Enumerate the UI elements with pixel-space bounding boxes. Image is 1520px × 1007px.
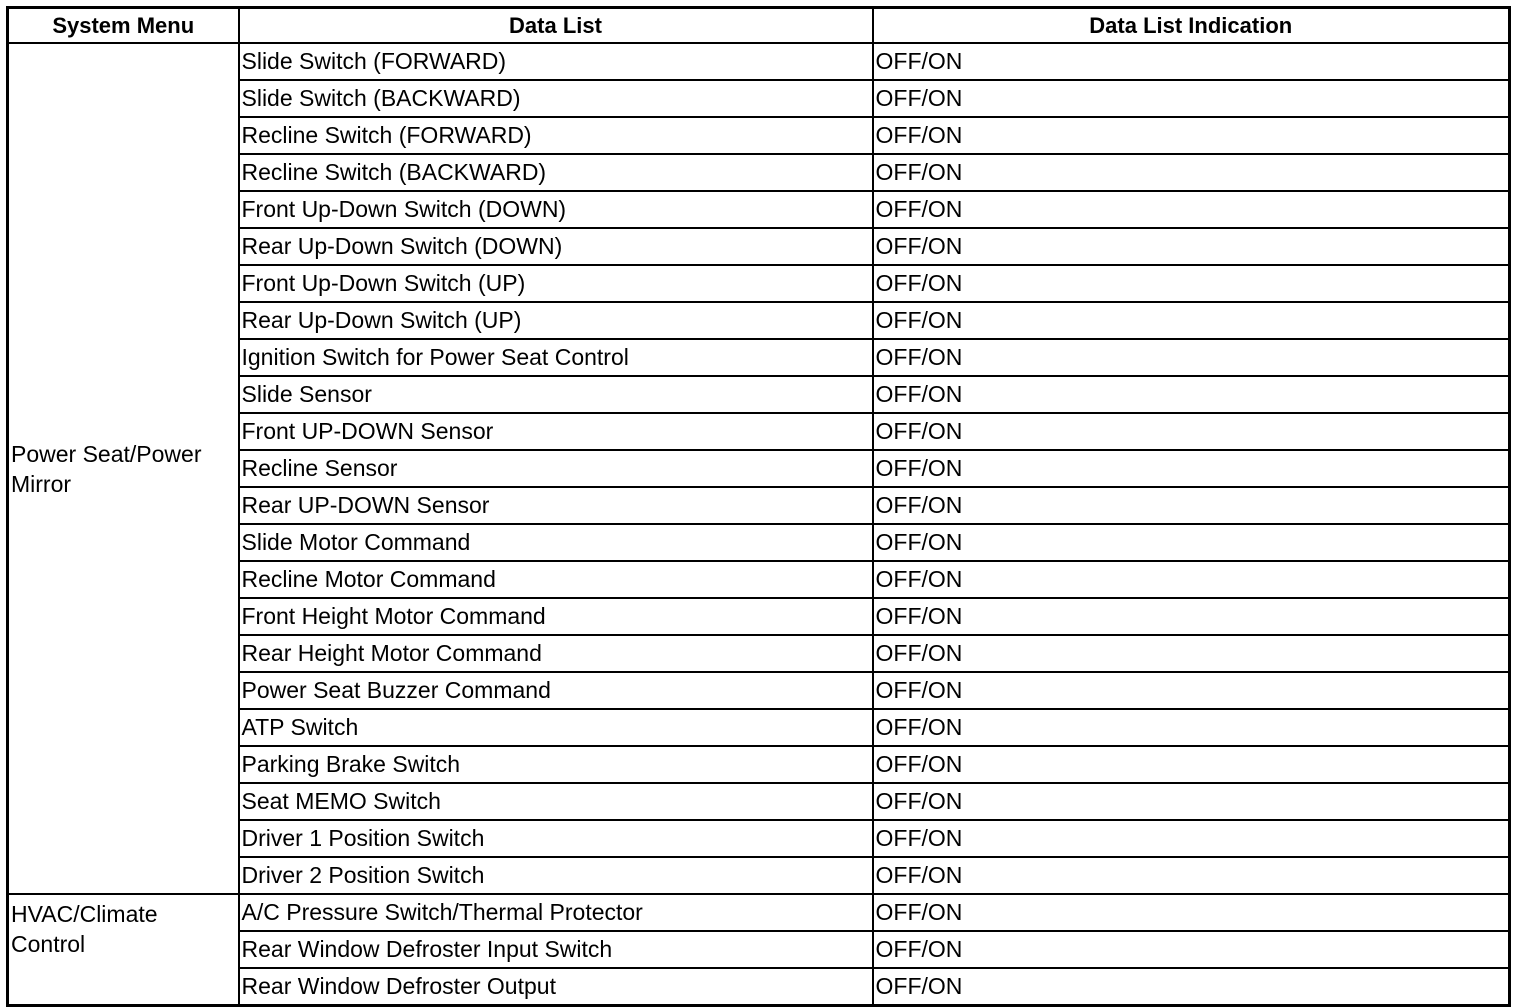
data-list-indication-cell: OFF/ON (873, 413, 1510, 450)
data-list-item-cell: Rear Window Defroster Input Switch (239, 931, 873, 968)
data-list-indication-cell: OFF/ON (873, 894, 1510, 931)
data-list-item-cell: Ignition Switch for Power Seat Control (239, 339, 873, 376)
data-list-item-cell: Parking Brake Switch (239, 746, 873, 783)
data-list-indication-cell: OFF/ON (873, 339, 1510, 376)
data-list-indication-cell: OFF/ON (873, 450, 1510, 487)
data-list-item-cell: Seat MEMO Switch (239, 783, 873, 820)
data-list-indication-cell: OFF/ON (873, 598, 1510, 635)
header-data-list-indication: Data List Indication (873, 8, 1510, 44)
data-list-item-cell: Rear Up-Down Switch (DOWN) (239, 228, 873, 265)
data-list-indication-cell: OFF/ON (873, 376, 1510, 413)
data-list-item-cell: Recline Motor Command (239, 561, 873, 598)
data-list-item-cell: Slide Switch (FORWARD) (239, 43, 873, 80)
data-list-table (6, 6, 1511, 1007)
table-body (8, 43, 1510, 1006)
data-list-item-cell: A/C Pressure Switch/Thermal Protector (239, 894, 873, 931)
data-list-indication-cell: OFF/ON (873, 709, 1510, 746)
data-list-item-cell: Front Up-Down Switch (DOWN) (239, 191, 873, 228)
data-list-item-cell: Front UP-DOWN Sensor (239, 413, 873, 450)
data-list-item-cell: Recline Sensor (239, 450, 873, 487)
data-list-indication-cell: OFF/ON (873, 672, 1510, 709)
system-menu-cell: Power Seat/Power Mirror (8, 43, 239, 894)
data-list-indication-cell: OFF/ON (873, 265, 1510, 302)
system-menu-cell: HVAC/Climate Control (8, 894, 239, 1006)
data-list-indication-cell: OFF/ON (873, 524, 1510, 561)
data-list-item-cell: Slide Motor Command (239, 524, 873, 561)
data-list-item-cell: Driver 1 Position Switch (239, 820, 873, 857)
data-list-item-cell: Rear Up-Down Switch (UP) (239, 302, 873, 339)
table-row (8, 894, 1510, 931)
data-list-indication-cell: OFF/ON (873, 931, 1510, 968)
header-row (8, 8, 1510, 44)
header-system-menu: System Menu (8, 8, 239, 44)
data-list-indication-cell: OFF/ON (873, 154, 1510, 191)
header-data-list: Data List (239, 8, 873, 44)
data-list-item-cell: Recline Switch (FORWARD) (239, 117, 873, 154)
data-list-indication-cell: OFF/ON (873, 746, 1510, 783)
data-list-indication-cell: OFF/ON (873, 783, 1510, 820)
data-list-indication-cell: OFF/ON (873, 635, 1510, 672)
data-list-item-cell: Front Height Motor Command (239, 598, 873, 635)
data-list-indication-cell: OFF/ON (873, 43, 1510, 80)
data-list-indication-cell: OFF/ON (873, 857, 1510, 894)
data-list-indication-cell: OFF/ON (873, 117, 1510, 154)
data-list-indication-cell: OFF/ON (873, 191, 1510, 228)
data-list-indication-cell: OFF/ON (873, 968, 1510, 1006)
data-list-item-cell: Recline Switch (BACKWARD) (239, 154, 873, 191)
data-list-indication-cell: OFF/ON (873, 302, 1510, 339)
data-list-item-cell: Driver 2 Position Switch (239, 857, 873, 894)
data-list-item-cell: Front Up-Down Switch (UP) (239, 265, 873, 302)
data-list-item-cell: Rear Height Motor Command (239, 635, 873, 672)
data-list-indication-cell: OFF/ON (873, 487, 1510, 524)
data-list-item-cell: Rear Window Defroster Output (239, 968, 873, 1006)
table-row (8, 43, 1510, 80)
data-list-item-cell: Slide Switch (BACKWARD) (239, 80, 873, 117)
data-list-indication-cell: OFF/ON (873, 80, 1510, 117)
data-list-indication-cell: OFF/ON (873, 561, 1510, 598)
data-list-indication-cell: OFF/ON (873, 228, 1510, 265)
data-list-item-cell: Power Seat Buzzer Command (239, 672, 873, 709)
data-list-item-cell: Slide Sensor (239, 376, 873, 413)
data-list-item-cell: ATP Switch (239, 709, 873, 746)
data-list-indication-cell: OFF/ON (873, 820, 1510, 857)
data-list-item-cell: Rear UP-DOWN Sensor (239, 487, 873, 524)
table-header (8, 8, 1510, 44)
